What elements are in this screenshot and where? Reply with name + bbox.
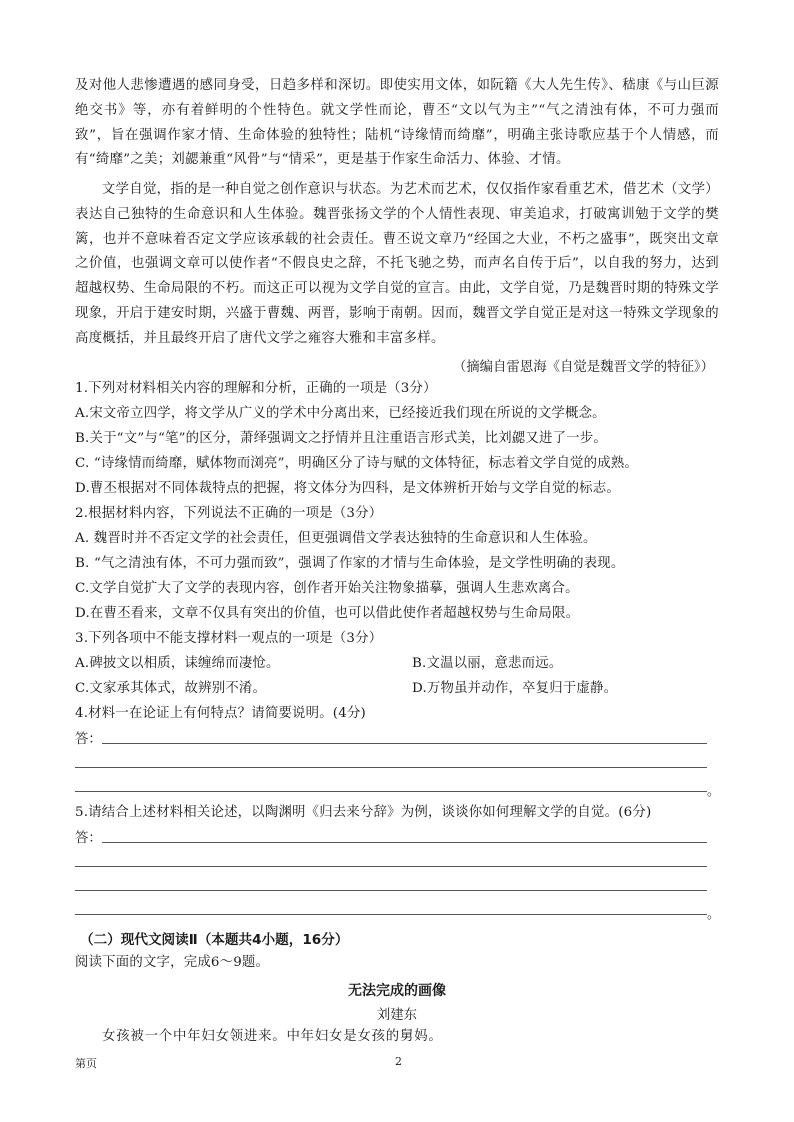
paragraph-1: 及对他人悲惨遭遇的感同身受，日趋多样和深切。即使实用文体，如阮籍《大人先生传》、嵇康《与山巨源绝交书》等，亦有着鲜明的个性特色。就文学性而论，曹丕“文以气为主”“气之清浊有体，不可力强而致”，旨在强调作家才情、生命体验的独特性；陆机“诗缘情而绮靡”，明确主张诗歌应基于个人情感，而有“绮靡”之美；刘勰兼重“风骨”与“情采”，更是基于作家生命活力、体验、才情。 [75,78,719,168]
answer-end-mark: 。 [707,784,721,799]
question-2-option-c: C.文学自觉扩大了文学的表现内容，创作者开始关注物象描摹，强调人生悲欢离合。 [75,581,579,596]
question-1-option-c: C. “诗缘情而绮靡，赋体物而浏亮”，明确区分了诗与赋的文体特征，标志着文学自觉的成熟。 [75,456,639,471]
story-author: 刘建东 [376,1008,418,1023]
story-title: 无法完成的画像 [348,983,446,999]
source-citation: （摘编自雷恩海《自觉是魏晋文学的特征》） [452,360,714,375]
question-5: 5.请结合上述材料相关论述，以陶渊明《归去来兮辞》为例，谈谈你如何理解文学的自觉。(6分) [75,805,652,820]
answer-line[interactable] [75,914,707,915]
answer-line[interactable] [75,866,707,867]
answer-line[interactable] [75,890,707,891]
answer-line[interactable] [102,842,707,843]
question-3: 3.下列各项中不能支撑材料一观点的一项是（3分） [75,631,383,646]
question-3-option-b: B.文温以丽，意悲而远。 [412,656,563,671]
footer-page-number: 2 [395,1055,402,1068]
question-1: 1.下列对材料相关内容的理解和分析，正确的一项是（3分） [75,381,437,396]
question-2-option-b: B. “气之清浊有体，不可力强而致”，强调了作家的才情与生命体验，是文学性明确的表现。 [75,556,625,571]
answer-end-mark: 。 [707,907,721,922]
question-2-option-d: D.在曹丕看来，文章不仅具有突出的价值，也可以借此使作者超越权势与生命局限。 [75,606,580,621]
question-2: 2.根据材料内容，下列说法不正确的一项是（3分） [75,506,383,521]
answer-line[interactable] [75,791,707,792]
story-first-line: 女孩被一个中年妇女领进来。中年妇女是女孩的舅妈。 [102,1029,443,1044]
answer-line[interactable] [75,767,707,768]
footer-page-label: 第页 [75,1057,97,1070]
question-4: 4.材料一在论证上有何特点？请简要说明。(4分) [75,706,366,721]
section-heading: （二）现代文阅读Ⅱ（本题共4小题，16分） [80,932,349,948]
question-3-option-a: A.碑披文以相质，诔缠绵而凄怆。 [75,656,280,671]
question-3-option-d: D.万物虽并动作，卒复归于虚静。 [412,681,618,696]
answer-label-4: 答： [75,732,102,747]
question-1-option-d: D.曹丕根据对不同体裁特点的把握，将文体分为四科，是文体辨析开始与文学自觉的标志。 [75,481,620,496]
answer-line[interactable] [102,743,707,744]
question-1-option-b: B.关于“文”与“笔”的区分，萧绎强调文之抒情并且注重语言形式美，比刘勰又进了一步。 [75,431,607,446]
question-1-option-a: A.宋文帝立四学，将文学从广义的学术中分离出来，已经接近我们现在所说的文学概念。 [75,406,606,421]
question-3-option-c: C.文家承其体式，故辨别不淆。 [75,681,267,696]
paragraph-2: 文学自觉，指的是一种自觉之创作意识与状态。为艺术而艺术，仅仅指作家看重艺术，借艺术（文学）表达自己独特的生命意识和人生体验。魏晋张扬文学的个人情性表现、审美追求，打破寓训勉于文学的樊篱，也并不意味着否定文学应该承载的社会责任。曹丕说文章乃“经国之大业，不朽之盛事”，既突出文章之价值，也强调文章可以使作者“不假良史之辞，不托飞驰之势，而声名自传于后”，以自我的努力，达到超越权势、生命局限的不朽。而这正可以视为文学自觉的宣言。由此，文学自觉，乃是魏晋时期的特殊文学现象，开启于建安时期，兴盛于曹魏、两晋，影响于南朝。因而，魏晋文学自觉正是对这一特殊文学现象的高度概括，并且最终开启了唐代文学之雍容大雅和丰富多样。 [75,182,719,346]
question-2-option-a: A. 魏晋时并不否定文学的社会责任，但更强调借文学表达独特的生命意识和人生体验。 [75,531,597,546]
answer-label-5: 答： [75,831,102,846]
section-instruction: 阅读下面的文字，完成6～9题。 [75,955,270,970]
